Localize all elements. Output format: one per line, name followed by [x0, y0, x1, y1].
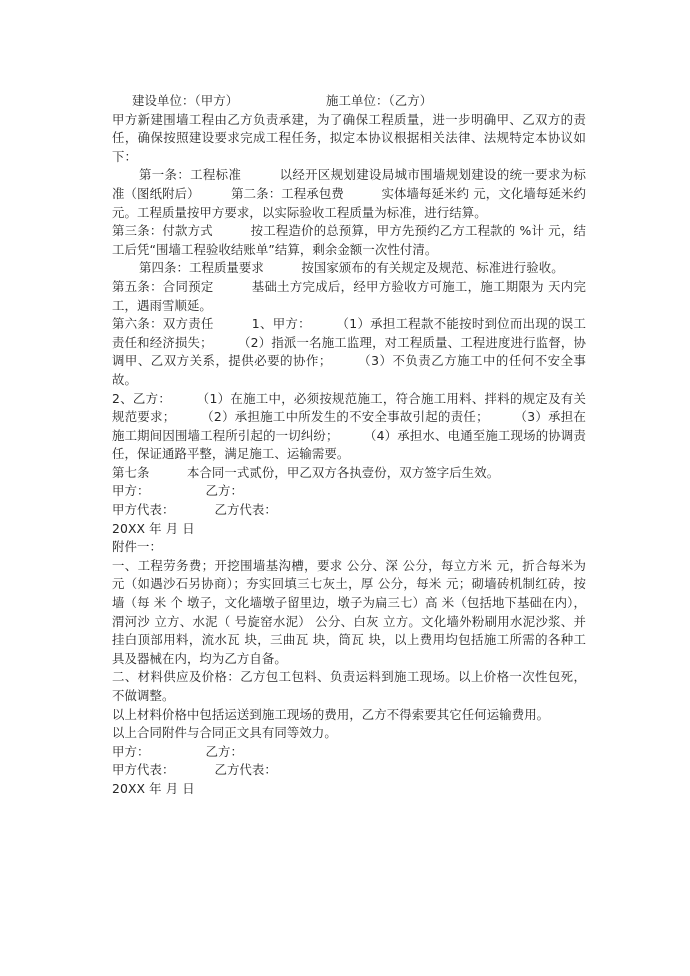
clause-6-party-b-duties: 2、乙方： （1）在施工中，必须按规范施工，符合施工用料、拌料的规定及有关规范要求； （2）承担施工中所发生的不安全事故引起的责任； （3）承担在施工期间因围墙工程所引起的一切纠纷； （4）承担水、电通至施工现场的协调责任，保证通路平整，满足施工、运输需要。: [112, 390, 586, 462]
signature-2-parties-row: [112, 743, 586, 762]
clause-7-copies: 第七条 本合同一式贰份，甲乙双方各执壹份，双方签字后生效。: [112, 464, 500, 480]
signature-1-date: 20XX 年 月 日: [112, 520, 195, 536]
contract-parties-header: [112, 92, 586, 111]
party-a-unit-label: 建设单位：（甲方）: [132, 93, 239, 108]
signature-1-party-a-rep: 甲方代表：: [112, 502, 175, 518]
signature-2-party-a: 甲方：: [112, 743, 150, 759]
clause-3-payment-method: 第三条：付款方式 按工程造价的总预算，甲方先预约乙方工程款的 %计 元，结工后凭“围墙工程验收结账单”结算，剩余金额一次性付清。: [112, 223, 586, 257]
signature-1-party-a: 甲方：: [112, 483, 150, 499]
appendix-title: 附件一：: [112, 539, 162, 555]
clause-4-quality-requirement: 第四条：工程质量要求 按国家颁布的有关规定及规范、标准进行验收。: [139, 260, 564, 276]
signature-2-party-a-rep: 甲方代表：: [112, 762, 175, 778]
appendix-note-transport-fee: 以上材料价格中包括运送到施工现场的费用，乙方不得索要其它任何运输费用。: [112, 706, 550, 722]
signature-2-party-b-rep: 乙方代表：: [214, 762, 277, 778]
signature-1-parties-row: [112, 482, 586, 501]
signature-1-reps-row: [112, 501, 586, 520]
clause-5-schedule: 第五条：合同预定 基础土方完成后，经甲方验收方可施工，施工期限为 天内完工，遇雨雪顺延。: [112, 278, 586, 313]
signature-2-reps-row: [112, 761, 586, 780]
signature-1-party-b-rep: 乙方代表：: [214, 502, 277, 518]
appendix-note-legal-effect: 以上合同附件与合同正文具有同等效力。: [112, 725, 337, 741]
document-body: [112, 92, 586, 799]
signature-1-party-b: 乙方：: [205, 483, 243, 499]
clause-1-and-2: 第一条：工程标准 以经开区规划建设局城市围墙规划建设的统一要求为标准（图纸附后） 第二条：工程承包费 实体墙每延米约 元，文化墙每延米约 元。工程质量按甲方要求，以实际验收工程质量为标准，进行结算。: [112, 167, 586, 220]
signature-2-date: 20XX 年 月 日: [112, 780, 195, 796]
clause-6-party-a-duties: 第六条：双方责任 1、甲方： （1）承担工程款不能按时到位而出现的误工责任和经济损失； （2）指派一名施工监理，对工程质量、工程进度进行监督，协调甲、乙双方关系，提供必要的协作； （3）不负责乙方施工中的任何不安全事故。: [112, 316, 586, 387]
appendix-item-material-supply: 二、材料供应及价格：乙方包工包料、负责运料到施工现场。以上价格一次性包死，不做调整。: [112, 669, 586, 703]
signature-2-party-b: 乙方：: [205, 743, 243, 759]
contract-preamble: 甲方新建围墙工程由乙方负责承建，为了确保工程质量，进一步明确甲、乙双方的责任，确保按照建设要求完成工程任务，拟定本协议根据相关法律、法规特定本协议如下：: [112, 111, 586, 164]
party-b-unit-label: 施工单位：（乙方）: [326, 93, 433, 108]
appendix-item-labor-cost: 一、工程劳务费；开挖围墙基沟槽，要求 公分、深 公分，每立方米 元，折合每米为 元（如遇沙石另协商）；夯实回填三七灰土，厚 公分，每米 元；砌墙砖机制红砖，按 墙（每 米 个 墩子，文化墙墩子留里边，墩子为扁三七）高 米（包括地下基础在内），渭河沙 立方、水泥（ 号旋窑水泥） 公分、白灰 立方。文化墙外粉刷用水泥沙浆、并挂白顶部用料，流水瓦 块，三曲瓦 块，筒瓦 块，以上费用均包括施工所需的各种工具及器械在内，均为乙方自备。: [112, 557, 586, 666]
